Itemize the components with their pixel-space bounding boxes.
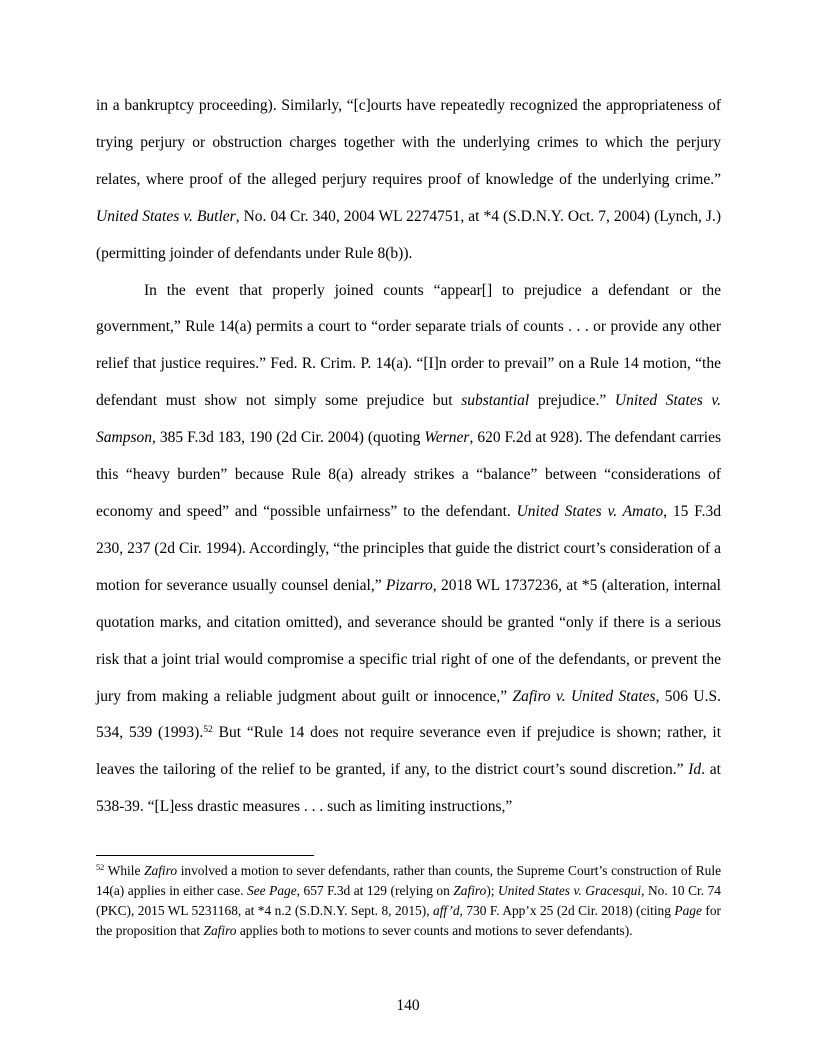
text-run: But “Rule 14 does not require severance even if prejudice is shown; rather, it leaves the tailoring of the relief to be granted, if any, to the district court’s sound discretion.” <box>96 724 722 779</box>
body-paragraphs <box>96 88 721 826</box>
paragraph <box>96 273 721 827</box>
text-run: applies both to motions to sever counts and motions to sever defendants). <box>236 923 633 938</box>
page-number: 140 <box>396 997 420 1014</box>
text-run: involved a motion to sever defendants, rather than counts, the Supreme Court’s construction of Rule 14(a) applies in either case. <box>96 863 722 898</box>
text-run: , No. 04 Cr. 340, 2004 WL 2274751, at *4 (S.D.N.Y. Oct. 7, 2004) (Lynch, J.) (permitting joinder of defendants under Rule 8(b)). <box>96 207 721 262</box>
text-run: , 2018 WL 1737236, at *5 (alteration, internal quotation marks, and citation omitted), and severance should be granted “only if there is a serious risk that a joint trial would compromise a specific trial right of one of the defendants, or prevent the jury from making a reliable judgment about guilt or innocence,” <box>96 576 721 705</box>
italic-text-run: Zafiro <box>203 923 237 938</box>
italic-text-run: aff’d <box>433 903 460 918</box>
text-run: In the event that properly joined counts “appear[] to prejudice a defendant or the government,” Rule 14(a) permits a court to “order separate trials of counts . . . or provide any other relief that justice requires.” Fed. R. Crim. P. 14(a). “[I]n order to prevail” on a Rule 14 motion, “the defendant must show not simply some prejudice but <box>96 281 721 410</box>
footnote-reference: 52 <box>203 724 213 736</box>
italic-text-run: United States v. Gracesqui <box>498 883 642 898</box>
paragraph <box>96 88 721 273</box>
text-run: , 620 F.2d at 928). The defendant carries this “heavy burden” because Rule 8(a) already strikes a “balance” between “considerations of economy and speed” and “possible unfairness” to the defendant. <box>96 429 722 520</box>
italic-text-run: Zafiro v. United States <box>512 687 656 705</box>
italic-text-run: United States v. Butler <box>96 207 236 225</box>
text-run: ); <box>486 883 499 898</box>
text-run: . at 538-39. “[L]ess drastic measures . . . such as limiting instructions,” <box>96 761 721 816</box>
text-run: in a bankruptcy proceeding). Similarly, “[c]ourts have repeatedly recognized the appropriateness of trying perjury or obstruction charges together with the underlying crimes to which the perjury relates, where proof of the alleged perjury requires proof of knowledge of the underlying crime.” <box>96 97 721 188</box>
italic-text-run: Zafiro <box>144 863 178 878</box>
italic-text-run: substantial <box>461 392 530 410</box>
text-run: for the proposition that <box>96 903 721 938</box>
italic-text-run: United States v. Sampson <box>96 392 721 447</box>
text-run: While <box>104 863 145 878</box>
italic-text-run: See Page <box>247 883 297 898</box>
text-run: , 506 U.S. 534, 539 (1993). <box>96 687 721 742</box>
text-run: prejudice.” <box>529 392 615 410</box>
text-run: , 730 F. App’x 25 (2d Cir. 2018) (citing <box>459 903 675 918</box>
footnote-text <box>96 861 721 941</box>
italic-text-run: Page <box>674 903 702 918</box>
text-run: , 657 F.3d at 129 (relying on <box>296 883 454 898</box>
text-run: , 15 F.3d 230, 237 (2d Cir. 1994). Accordingly, “the principles that guide the district court’s consideration of a motion for severance usually counsel denial,” <box>96 502 721 594</box>
footnote-reference: 52 <box>96 863 105 873</box>
italic-text-run: Id <box>688 761 702 779</box>
text-run: , 385 F.3d 183, 190 (2d Cir. 2004) (quoting <box>151 429 425 447</box>
italic-text-run: Pizarro <box>385 576 433 594</box>
text-run: , No. 10 Cr. 74 (PKC), 2015 WL 5231168, at *4 n.2 (S.D.N.Y. Sept. 8, 2015), <box>96 883 721 918</box>
italic-text-run: United States v. Amato <box>516 502 664 520</box>
footnote-separator <box>96 855 314 856</box>
italic-text-run: Werner <box>424 429 470 447</box>
italic-text-run: Zafiro <box>453 883 487 898</box>
